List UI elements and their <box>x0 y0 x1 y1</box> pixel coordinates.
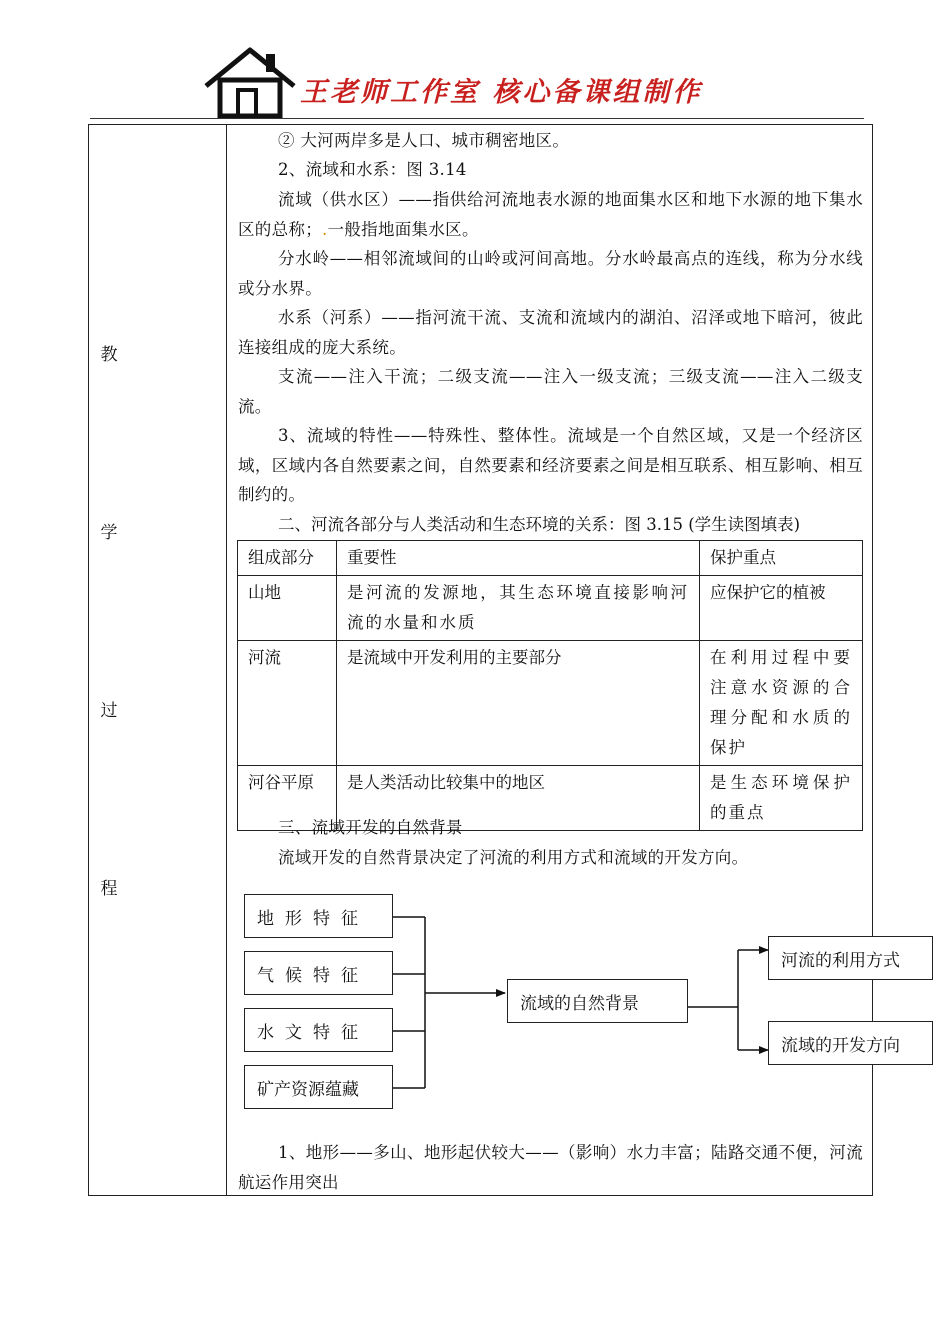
output-box-basin-development <box>768 1021 933 1065</box>
table-cell: 应保护它的植被 <box>700 576 863 641</box>
input-box-minerals <box>244 1065 393 1109</box>
box-label: 河流的利用方式 <box>781 950 900 971</box>
text-span: 流域（供水区）——指供给河流地表水源的地面集水区和地下水源的地下集水区的总称； <box>238 190 863 239</box>
table-cell: 是生态环境保护的重点 <box>700 766 863 831</box>
table-cell: 是流域中开发利用的主要部分 <box>337 641 700 766</box>
orange-dot: . <box>322 219 328 239</box>
side-label-char: 教 <box>100 345 118 365</box>
section-heading: 二、河流各部分与人类活动和生态环境的关系：图 3.15 (学生读图填表) <box>278 515 801 534</box>
table-cell: 是河流的发源地，其生态环境直接影响河流的水量和水质 <box>337 576 700 641</box>
section-heading: 三、流域开发的自然背景 <box>278 818 463 837</box>
table-header-cell: 保护重点 <box>700 541 863 576</box>
box-label: 流域的自然背景 <box>520 993 639 1014</box>
box-label: 地形特征 <box>257 908 369 929</box>
paragraph: 2、流域和水系：图 3.14 <box>278 160 467 179</box>
table-header-cell: 重要性 <box>337 541 700 576</box>
paragraph: 水系（河系）——指河流干流、支流和流域内的湖泊、沼泽或地下暗河，彼此连接组成的庞大系统。 <box>238 308 863 357</box>
center-box-natural-background <box>507 979 688 1023</box>
table-cell: 河流 <box>238 641 337 766</box>
table-cell: 是人类活动比较集中的地区 <box>337 766 700 831</box>
table-cell: 在利用过程中要注意水资源的合理分配和水质的保护 <box>700 641 863 766</box>
output-box-river-use <box>768 936 933 980</box>
paragraph: ② 大河两岸多是人口、城市稠密地区。 <box>278 131 570 150</box>
box-label: 气候特征 <box>257 965 369 986</box>
paragraph: 流域开发的自然背景决定了河流的利用方式和流域的开发方向。 <box>278 848 749 867</box>
side-label-char: 程 <box>100 879 118 899</box>
paragraph: 1、地形——多山、地形起伏较大——（影响）水力丰富；陆路交通不便，河流航运作用突出 <box>238 1143 863 1192</box>
text-span: 一般指地面集水区。 <box>327 219 479 239</box>
paragraph: 分水岭——相邻流域间的山岭或河间高地。分水岭最高点的连线，称为分水线或分水界。 <box>238 249 863 298</box>
brand-title: 王老师工作室 核心备课组制作 <box>300 77 703 108</box>
table-cell: 山地 <box>238 576 337 641</box>
paragraph: 3、流域的特性——特殊性、整体性。流域是一个自然区域，又是一个经济区域，区域内各自然要素之间，自然要素和经济要素之间是相互联系、相互影响、相互制约的。 <box>238 426 863 504</box>
input-box-terrain <box>244 894 393 938</box>
side-label-char: 学 <box>100 523 118 543</box>
box-label: 矿产资源蕴藏 <box>257 1079 359 1100</box>
paragraph: 支流——注入干流；二级支流——注入一级支流；三级支流——注入二级支流。 <box>238 367 863 416</box>
input-box-climate <box>244 951 393 995</box>
table-cell: 河谷平原 <box>238 766 337 831</box>
box-label: 流域的开发方向 <box>781 1035 900 1056</box>
table-header-cell: 组成部分 <box>238 541 337 576</box>
box-label: 水文特征 <box>257 1022 369 1043</box>
input-box-hydrology <box>244 1008 393 1052</box>
side-label-char: 过 <box>100 701 118 721</box>
